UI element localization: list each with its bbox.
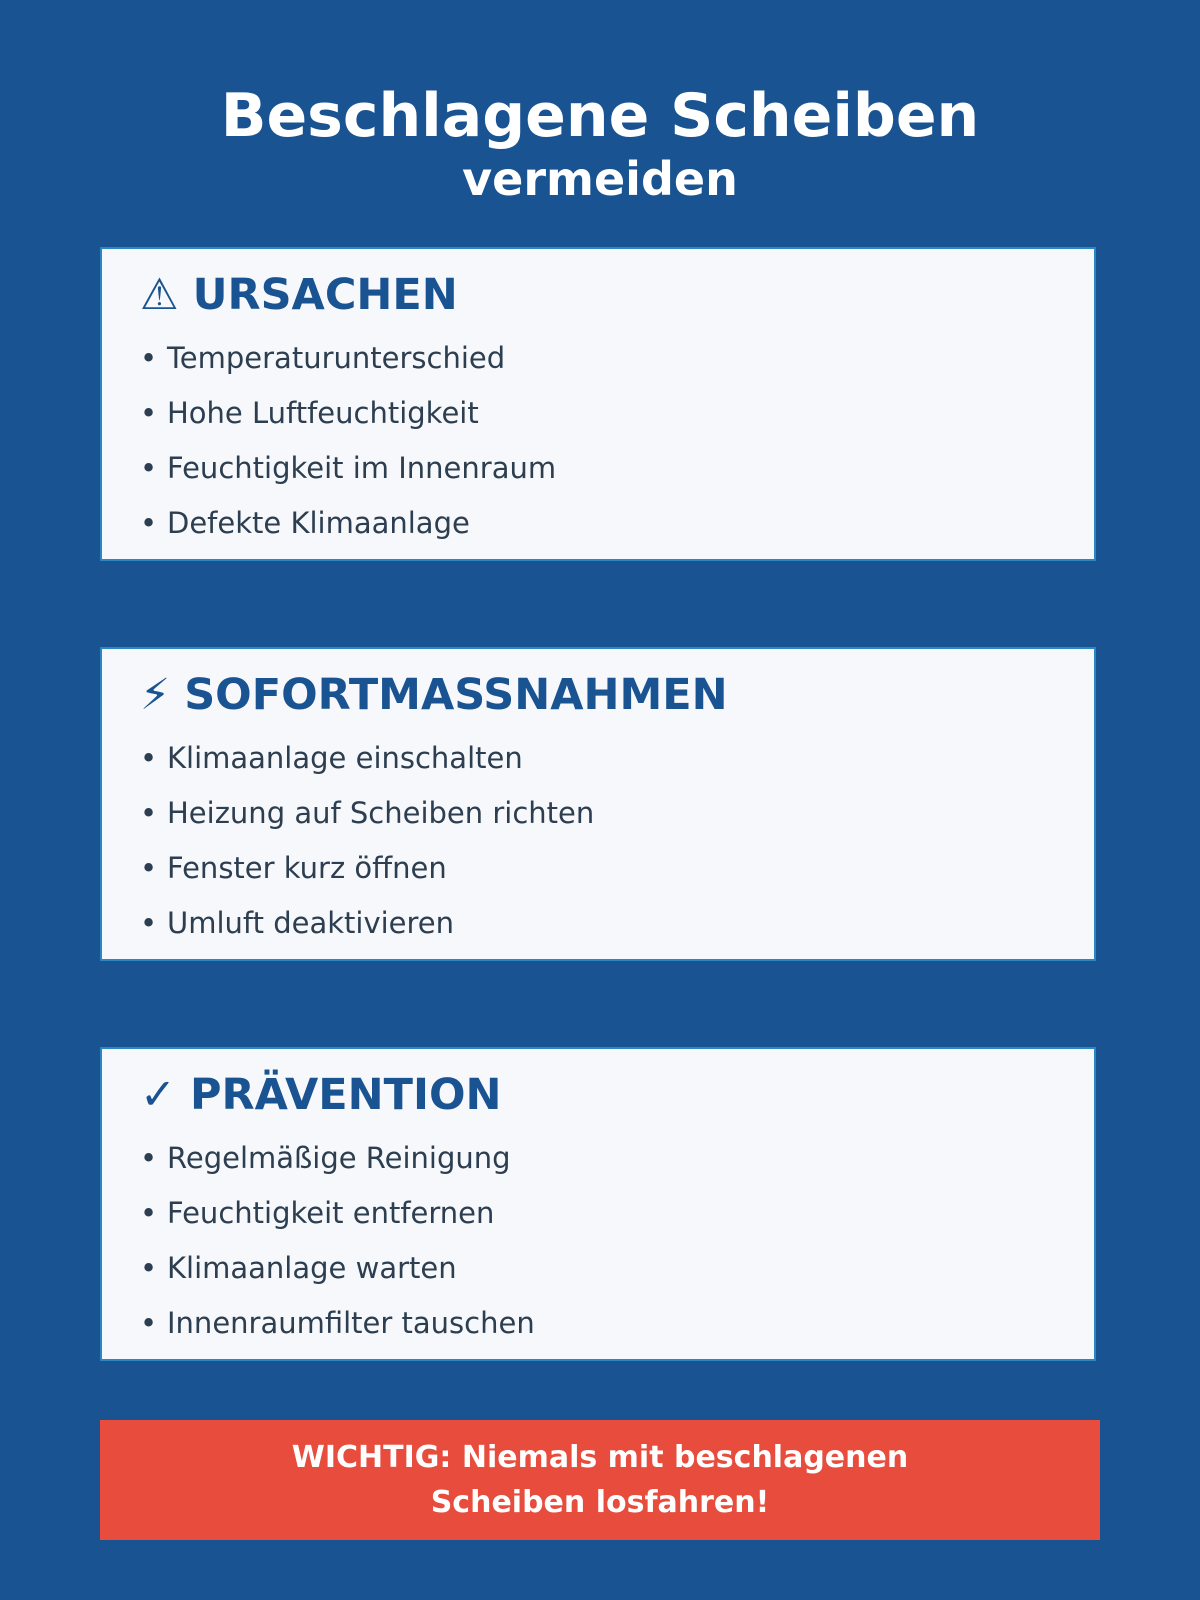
list-item: [140, 896, 594, 951]
list-item-text: Defekte Klimaanlage: [167, 506, 470, 540]
list-item: [140, 496, 556, 551]
bullet: •: [140, 1251, 158, 1285]
warning-icon: ⚠: [140, 270, 179, 320]
checkmark-icon: ✓: [140, 1070, 177, 1120]
list-item: [140, 841, 594, 896]
card-ursachen: [100, 247, 1096, 561]
bullet: •: [140, 506, 158, 540]
list-item-text: Regelmäßige Reinigung: [167, 1141, 511, 1175]
card-title: [140, 269, 458, 321]
bullet: •: [140, 796, 158, 830]
list-item: [140, 786, 594, 841]
card-list: [140, 331, 556, 551]
bullet: •: [140, 451, 158, 485]
card-praevention: [100, 1047, 1096, 1361]
card-title: [140, 669, 728, 721]
bullet: •: [140, 1196, 158, 1230]
warning-banner: [100, 1420, 1100, 1540]
card-list: [140, 731, 594, 951]
list-item-text: Fenster kurz öffnen: [167, 851, 447, 885]
list-item-text: Klimaanlage einschalten: [167, 741, 523, 775]
card-title-text: PRÄVENTION: [190, 1070, 502, 1120]
card-list: [140, 1131, 535, 1351]
bullet: •: [140, 741, 158, 775]
warning-text-line-2: Scheiben losfahren!: [430, 1485, 770, 1520]
list-item-text: Innenraumfilter tauschen: [167, 1306, 535, 1340]
list-item-text: Feuchtigkeit entfernen: [167, 1196, 495, 1230]
lightning-icon: ⚡: [140, 670, 171, 720]
bullet: •: [140, 851, 158, 885]
list-item: [140, 331, 556, 386]
list-item: [140, 386, 556, 441]
list-item-text: Umluft deaktivieren: [167, 906, 455, 940]
card-title-text: URSACHEN: [192, 270, 458, 320]
list-item: [140, 1131, 535, 1186]
list-item: [140, 1186, 535, 1241]
list-item-text: Hohe Luftfeuchtigkeit: [167, 396, 479, 430]
bullet: •: [140, 341, 158, 375]
list-item: [140, 441, 556, 496]
list-item: [140, 1296, 535, 1351]
page-title-line-2: vermeiden: [462, 152, 738, 206]
warning-text-line-1: WICHTIG: Niemals mit beschlagenen: [291, 1440, 909, 1475]
bullet: •: [140, 1306, 158, 1340]
list-item-text: Klimaanlage warten: [167, 1251, 457, 1285]
card-title-text: SOFORTMASSNAHMEN: [184, 670, 728, 720]
bullet: •: [140, 906, 158, 940]
bullet: •: [140, 1141, 158, 1175]
list-item-text: Heizung auf Scheiben richten: [167, 796, 595, 830]
bullet: •: [140, 396, 158, 430]
list-item: [140, 731, 594, 786]
card-title: [140, 1069, 502, 1121]
list-item-text: Temperaturunterschied: [167, 341, 506, 375]
page-title-line-1: Beschlagene Scheiben: [220, 81, 980, 151]
card-sofortmassnahmen: [100, 647, 1096, 961]
list-item-text: Feuchtigkeit im Innenraum: [167, 451, 557, 485]
list-item: [140, 1241, 535, 1296]
